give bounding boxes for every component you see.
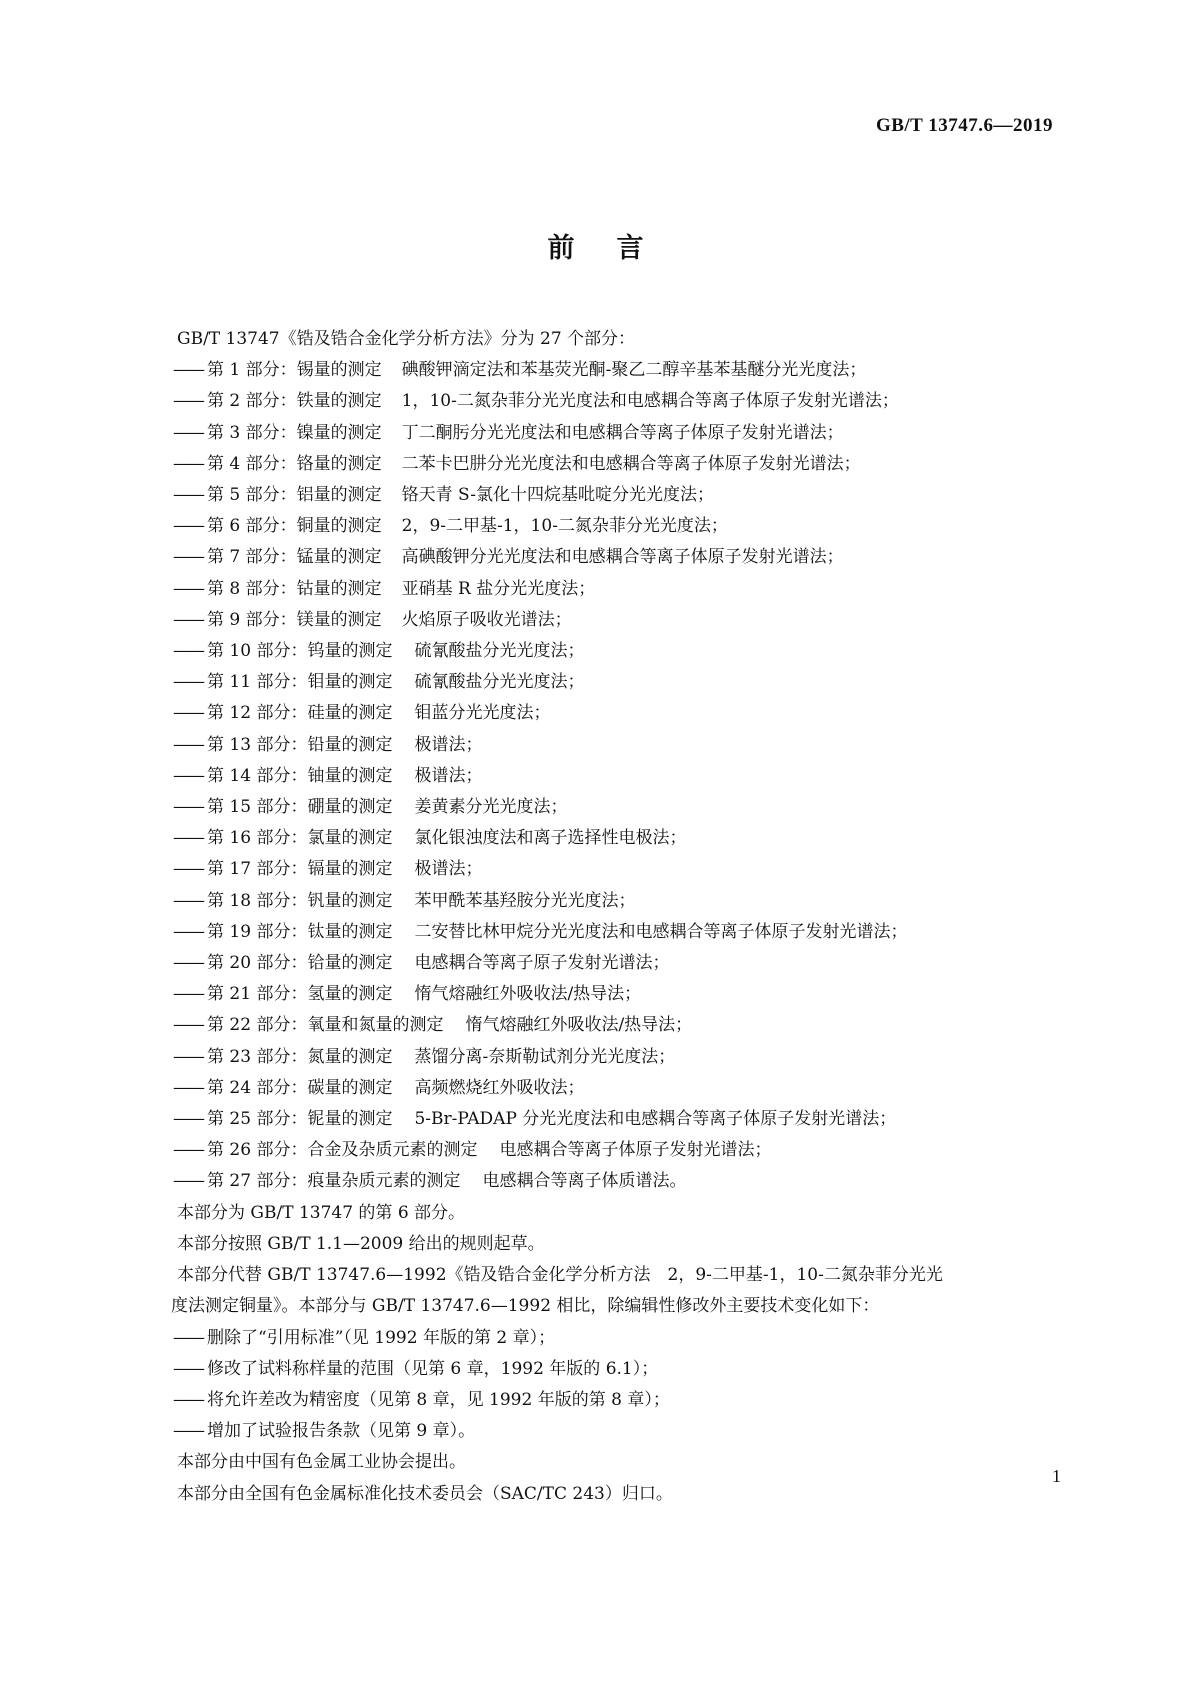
part-method: 氯化银浊度法和离子选择性电极法； [414, 828, 687, 849]
drafting-paragraph: 本部分按照 GB/T 1.1—2009 给出的规则起草。 [177, 1233, 545, 1254]
list-dash: —— [173, 360, 203, 381]
list-dash: —— [173, 516, 203, 537]
part-label: 第 17 部分：镉量的测定 [207, 859, 393, 880]
list-item [173, 418, 1063, 449]
list-item [173, 667, 1063, 698]
list-dash: —— [173, 578, 203, 599]
list-dash: —— [173, 1171, 203, 1192]
part-label: 第 9 部分：镁量的测定 [207, 609, 382, 630]
list-dash: —— [173, 765, 203, 786]
part-method: 5-Br-PADAP 分光光度法和电感耦合等离子体原子发射光谱法； [414, 1109, 897, 1130]
part-label: 第 20 部分：铪量的测定 [207, 953, 393, 974]
list-dash: —— [173, 703, 203, 724]
part-method: 碘酸钾滴定法和苯基荧光酮-聚乙二醇辛基苯基醚分光光度法； [401, 360, 867, 381]
part-method: 高频燃烧红外吸收法； [414, 1077, 585, 1098]
change-text: 增加了试验报告条款（见第 9 章）。 [207, 1421, 476, 1442]
list-dash: —— [173, 609, 203, 630]
list-dash: —— [173, 1109, 203, 1130]
part-label: 第 10 部分：钨量的测定 [207, 641, 393, 662]
list-dash: —— [173, 672, 203, 693]
list-dash: —— [173, 1140, 203, 1161]
page-title-char-1: 前 [547, 233, 575, 264]
part-label: 第 5 部分：铝量的测定 [207, 485, 382, 506]
list-dash: —— [173, 1077, 203, 1098]
part-method: 极谱法； [414, 734, 483, 755]
list-item [173, 792, 1063, 823]
list-dash: —— [173, 890, 203, 911]
list-item [173, 355, 1063, 386]
part-method: 惰气熔融红外吸收法/热导法； [465, 1015, 693, 1036]
list-dash: —— [173, 547, 203, 568]
change-item [173, 1354, 1063, 1385]
list-dash: —— [173, 1327, 203, 1348]
part-method: 高碘酸钾分光光度法和电感耦合等离子体原子发射光谱法； [401, 547, 844, 568]
part-method: 钼蓝分光光度法； [414, 703, 551, 724]
part-label: 第 2 部分：铁量的测定 [207, 391, 382, 412]
list-dash: —— [173, 953, 203, 974]
part-method: 2，9-二甲基-1，10-二氮杂菲分光光度法； [401, 516, 728, 537]
part-label: 第 4 部分：铬量的测定 [207, 453, 382, 474]
part-label: 第 7 部分：锰量的测定 [207, 547, 382, 568]
list-item [173, 511, 1063, 542]
list-item [173, 1104, 1063, 1135]
list-dash: —— [173, 984, 203, 1005]
change-text: 将允许差改为精密度（见第 8 章，见 1992 年版的第 8 章）； [207, 1389, 670, 1410]
list-item [173, 823, 1063, 854]
change-item [173, 1323, 1063, 1354]
part-label: 第 12 部分：硅量的测定 [207, 703, 393, 724]
list-item [173, 886, 1063, 917]
intro-paragraph: GB/T 13747《锆及锆合金化学分析方法》分为 27 个部分： [177, 329, 636, 349]
part-label: 第 26 部分：合金及杂质元素的测定 [207, 1140, 478, 1161]
part-label: 第 14 部分：铀量的测定 [207, 765, 393, 786]
part-method: 电感耦合等离子体质谱法。 [482, 1171, 687, 1192]
part-label: 第 21 部分：氢量的测定 [207, 984, 393, 1005]
replaces-line-1: 本部分代替 GB/T 13747.6—1992《锆及锆合金化学分析方法 2，9-二甲基-1，10-二氮杂菲分光光 [177, 1265, 943, 1286]
foreword-body [173, 324, 1063, 1510]
list-dash: —— [173, 859, 203, 880]
part-label: 第 25 部分：铌量的测定 [207, 1109, 393, 1130]
parts-list [173, 355, 1063, 1197]
part-method: 惰气熔融红外吸收法/热导法； [414, 984, 642, 1005]
part-method: 极谱法； [414, 765, 483, 786]
list-item [173, 761, 1063, 792]
list-item [173, 854, 1063, 885]
list-item [173, 698, 1063, 729]
part-label: 第 19 部分：钛量的测定 [207, 921, 393, 942]
list-item [173, 1010, 1063, 1041]
part-method: 蒸馏分离-奈斯勒试剂分光光度法； [414, 1046, 676, 1067]
page-title-char-2: 言 [616, 233, 644, 264]
part-method: 极谱法； [414, 859, 483, 880]
part-method: 硫氰酸盐分光光度法； [414, 641, 585, 662]
part-label: 第 8 部分：钴量的测定 [207, 578, 382, 599]
list-item [173, 542, 1063, 573]
list-item [173, 948, 1063, 979]
list-dash: —— [173, 1421, 203, 1442]
part-label: 第 23 部分：氮量的测定 [207, 1046, 393, 1067]
part-label: 第 6 部分：铜量的测定 [207, 516, 382, 537]
this-part-paragraph: 本部分为 GB/T 13747 的第 6 部分。 [177, 1202, 466, 1223]
list-item [173, 1073, 1063, 1104]
list-item [173, 1135, 1063, 1166]
list-dash: —— [173, 641, 203, 662]
replaces-line-2: 度法测定铜量》。本部分与 GB/T 13747.6—1992 相比，除编辑性修改外主要技术变化如下： [171, 1296, 880, 1317]
part-label: 第 3 部分：镍量的测定 [207, 422, 382, 443]
part-method: 二安替比林甲烷分光光度法和电感耦合等离子体原子发射光谱法； [414, 921, 908, 942]
change-item [173, 1416, 1063, 1447]
list-dash: —— [173, 734, 203, 755]
list-dash: —— [173, 485, 203, 506]
part-label: 第 13 部分：铅量的测定 [207, 734, 393, 755]
changes-list [173, 1323, 1063, 1448]
part-method: 姜黄素分光光度法； [414, 797, 568, 818]
proposed-by-paragraph: 本部分由中国有色金属工业协会提出。 [177, 1452, 466, 1473]
list-item [173, 386, 1063, 417]
part-method: 火焰原子吸收光谱法； [401, 609, 572, 630]
list-item [173, 636, 1063, 667]
page-title [0, 226, 1191, 265]
part-label: 第 27 部分：痕量杂质元素的测定 [207, 1171, 461, 1192]
part-method: 亚硝基 R 盐分光光度法； [401, 578, 596, 599]
list-dash: —— [173, 422, 203, 443]
centralized-by-paragraph: 本部分由全国有色金属标准化技术委员会（SAC/TC 243）归口。 [177, 1483, 673, 1504]
list-item [173, 449, 1063, 480]
list-item [173, 917, 1063, 948]
part-method: 1，10-二氮杂菲分光光度法和电感耦合等离子体原子发射光谱法； [401, 391, 899, 412]
part-label: 第 24 部分：碳量的测定 [207, 1077, 393, 1098]
part-label: 第 16 部分：氯量的测定 [207, 828, 393, 849]
list-dash: —— [173, 1358, 203, 1379]
list-item [173, 979, 1063, 1010]
part-label: 第 22 部分：氧量和氮量的测定 [207, 1015, 444, 1036]
list-dash: —— [173, 828, 203, 849]
list-dash: —— [173, 1389, 203, 1410]
part-method: 电感耦合等离子原子发射光谱法； [414, 953, 670, 974]
list-item [173, 480, 1063, 511]
list-dash: —— [173, 921, 203, 942]
standard-number: GB/T 13747.6—2019 [875, 115, 1053, 136]
list-dash: —— [173, 453, 203, 474]
page-number: 1 [1052, 1466, 1061, 1486]
list-item [173, 1042, 1063, 1073]
part-method: 二苯卡巴肼分光光度法和电感耦合等离子体原子发射光谱法； [401, 453, 861, 474]
part-label: 第 11 部分：钼量的测定 [207, 672, 393, 693]
list-dash: —— [173, 1046, 203, 1067]
change-item [173, 1385, 1063, 1416]
part-method: 电感耦合等离子体原子发射光谱法； [499, 1140, 772, 1161]
part-label: 第 1 部分：锡量的测定 [207, 360, 382, 381]
part-label: 第 15 部分：硼量的测定 [207, 797, 393, 818]
list-item [173, 605, 1063, 636]
part-method: 铬天青 S-氯化十四烷基吡啶分光光度法； [401, 485, 715, 506]
part-label: 第 18 部分：钒量的测定 [207, 890, 393, 911]
part-method: 硫氰酸盐分光光度法； [414, 672, 585, 693]
part-method: 苯甲酰苯基羟胺分光光度法； [414, 890, 636, 911]
replaces-paragraph [173, 1260, 1063, 1322]
list-item [173, 730, 1063, 761]
change-text: 删除了“引用标准”（见 1992 年版的第 2 章）； [207, 1327, 556, 1348]
list-dash: —— [173, 391, 203, 412]
list-item [173, 1166, 1063, 1197]
list-item [173, 574, 1063, 605]
list-dash: —— [173, 1015, 203, 1036]
part-method: 丁二酮肟分光光度法和电感耦合等离子体原子发射光谱法； [401, 422, 844, 443]
change-text: 修改了试料称样量的范围（见第 6 章，1992 年版的 6.1）； [207, 1358, 659, 1379]
list-dash: —— [173, 797, 203, 818]
